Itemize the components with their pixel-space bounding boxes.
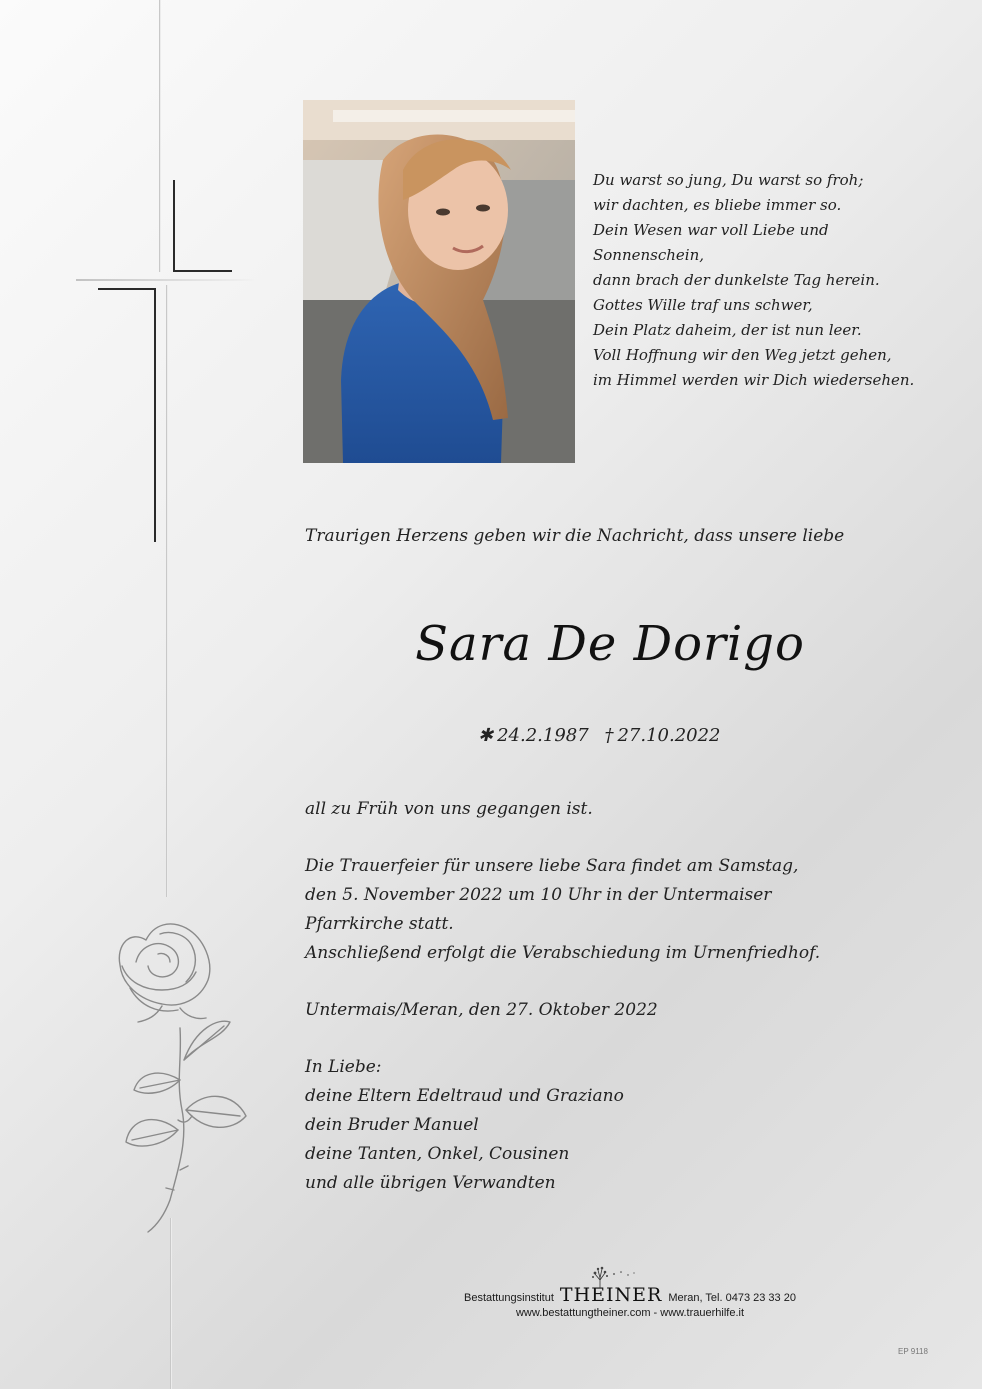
poem-line: Dein Wesen war voll Liebe und <box>593 221 829 239</box>
funeral-home-logo <box>560 1280 662 1306</box>
rose-icon <box>100 910 260 1240</box>
portrait-illustration <box>303 100 575 463</box>
mourners-line: deine Eltern Edeltraud und Graziano <box>305 1086 624 1106</box>
death-cross-icon: † <box>604 725 614 746</box>
footer-suffix: Meran, Tel. 0473 23 33 20 <box>668 1292 796 1304</box>
tree-icon <box>590 1266 640 1288</box>
poem-line: im Himmel werden wir Dich wiedersehen. <box>593 371 915 389</box>
birth-star-icon: ✱ <box>478 725 494 746</box>
cross-horizontal-dark-right <box>173 270 232 272</box>
service-line: Pfarrkirche statt. <box>305 914 454 934</box>
birth-date: 24.2.1987 <box>497 725 589 746</box>
service-line: Die Trauerfeier für unsere liebe Sara findet am Samstag, <box>305 856 799 876</box>
poem-line: Du warst so jung, Du warst so froh; <box>593 171 864 189</box>
footer-contact-row <box>440 1280 820 1306</box>
portrait-photo <box>303 100 575 463</box>
mourners-line: und alle übrigen Verwandten <box>305 1173 556 1193</box>
decorative-vertical-line-bottom <box>170 1218 172 1389</box>
decorative-vertical-line-middle <box>166 285 168 897</box>
brand-name: THEINER <box>559 1284 663 1306</box>
footer-websites: www.bestattungtheiner.com - www.trauerhilfe.it <box>515 1307 745 1319</box>
place-date <box>305 996 925 1025</box>
mourners-line: deine Tanten, Onkel, Cousinen <box>305 1144 570 1164</box>
mourners-line: In Liebe: <box>305 1057 382 1077</box>
poem-line: Voll Hoffnung wir den Weg jetzt gehen, <box>593 346 892 364</box>
template-code: EP 9118 <box>898 1347 928 1356</box>
deceased-name: Sara De Dorigo <box>415 616 805 672</box>
poem-line: dann brach der dunkelste Tag herein. <box>593 271 880 289</box>
mourners-list <box>305 1053 925 1198</box>
decorative-vertical-line-top <box>159 0 161 272</box>
passed-text: all zu Früh von uns gegangen ist. <box>305 799 593 819</box>
footer-prefix: Bestattungsinstitut <box>464 1292 554 1304</box>
cross-horizontal-light <box>76 279 254 281</box>
death-date: 27.10.2022 <box>617 725 721 746</box>
funeral-home-footer <box>440 1280 820 1319</box>
cross-vertical-dark-lower <box>154 288 156 542</box>
mourners-line: dein Bruder Manuel <box>305 1115 479 1135</box>
passed-away-line <box>305 795 925 824</box>
service-line: den 5. November 2022 um 10 Uhr in der Untermaiser <box>305 885 772 905</box>
place-date-text: Untermais/Meran, den 27. Oktober 2022 <box>305 1000 658 1020</box>
poem-line: wir dachten, es bliebe immer so. <box>593 196 842 214</box>
poem-line: Sonnenschein, <box>593 246 705 264</box>
poem <box>593 168 953 393</box>
life-dates <box>478 725 731 746</box>
service-line: Anschließend erfolgt die Verabschiedung im Urnenfriedhof. <box>305 943 821 963</box>
cross-horizontal-dark-left <box>98 288 156 290</box>
announcement-intro: Traurigen Herzens geben wir die Nachricht, dass unsere liebe <box>305 526 845 546</box>
service-paragraph <box>305 852 925 968</box>
poem-line: Gottes Wille traf uns schwer, <box>593 296 813 314</box>
poem-line: Dein Platz daheim, der ist nun leer. <box>593 321 862 339</box>
cross-vertical-dark-upper <box>173 180 175 272</box>
